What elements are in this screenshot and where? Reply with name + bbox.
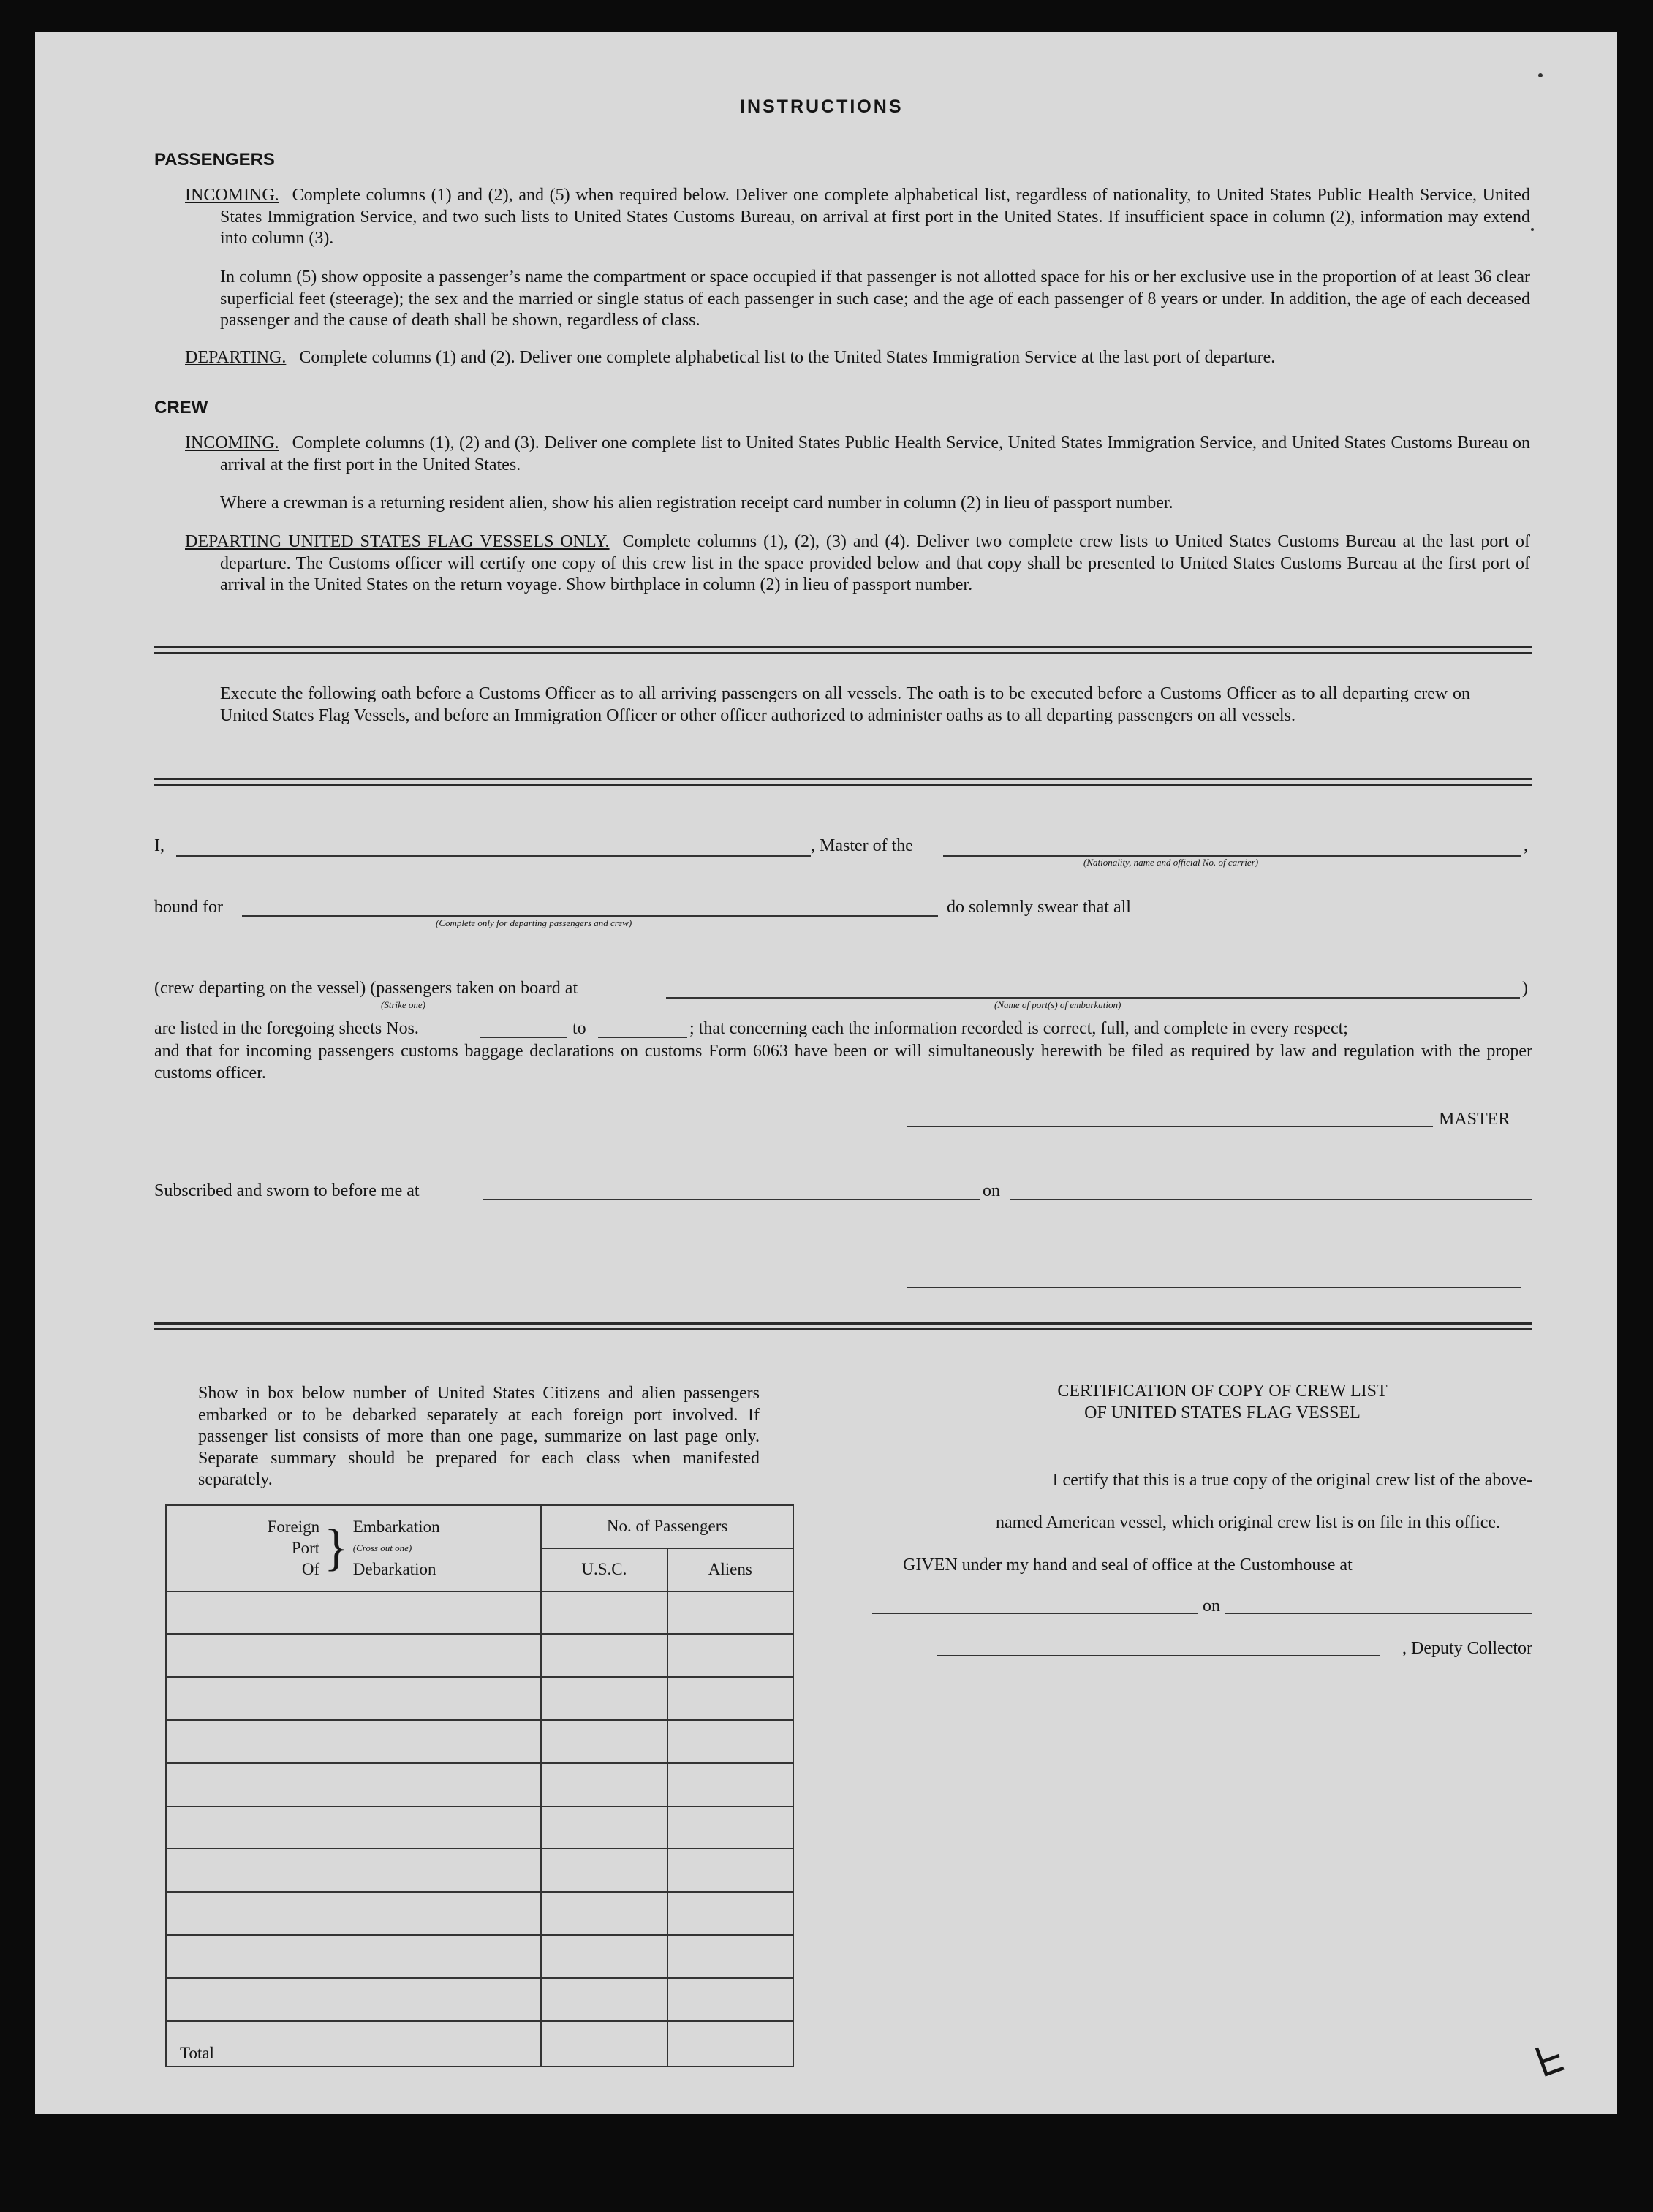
passengers-incoming-text: Complete columns (1) and (2), and (5) when required below. Deliver one complete alphabetical list, regardless of nationality, to United States Public Health Service, United States Immigration Service, and two such lists to United States Customs Bureau, on arrival at first port in the United States. If insufficient space in column (2), information may extend into column (3). (220, 186, 1530, 248)
subscribed-place-field[interactable] (483, 1199, 980, 1200)
table-row (166, 1849, 793, 1892)
master-name-field[interactable] (176, 855, 811, 857)
port-header-cell (166, 1505, 541, 1591)
certify-line2: named American vessel, which original crew list is on file in this office. (995, 1513, 1500, 1532)
passengers-incoming-label: INCOMING. (185, 186, 279, 205)
crew-incoming-text: Complete columns (1), (2) and (3). Deliver one complete list to United States Public Health Service, United States Immigration Service, and United States Customs Bureau on arrival at the first port in the United States. (220, 433, 1530, 474)
usc-header: U.S.C. (541, 1548, 667, 1591)
port-cell[interactable] (166, 1634, 541, 1677)
passengers-column5-paragraph: In column (5) show opposite a passenger’s name the compartment or space occupied if that passenger is not allotted space for his or her exclusive use in the proportion of at least 36 clear superficial feet (steerage); the sex and the married or single status of each passenger in such case; and the age of each passenger of 8 years or under. In addition, the age of each deceased passenger and the cause of death shall be shown, regardless of class. (220, 268, 1530, 330)
subscribed-label: Subscribed and sworn to before me at (154, 1181, 420, 1200)
deputy-collector-signature-field[interactable] (937, 1655, 1380, 1656)
crew-departing-text: Complete columns (1), (2), (3) and (4). Deliver two complete crew lists to United States Customs Bureau at the last port of departure. The Customs officer will certify one copy of this crew list in the space provided below and that copy shall be presented to United States Customs Bureau at the first port of arrival in the United States on the return voyage. Show birthplace in column (2) in lieu of passport number. (220, 532, 1530, 594)
usc-cell[interactable] (541, 1892, 667, 1935)
passenger-summary-table (165, 1504, 794, 2067)
customhouse-field[interactable] (872, 1613, 1198, 1614)
cross-out-caption: (Cross out one) (352, 1542, 412, 1554)
port-cell[interactable] (166, 1720, 541, 1763)
port-cell[interactable] (166, 1849, 541, 1892)
embarkation-port-field[interactable] (666, 997, 1520, 999)
usc-cell[interactable] (541, 1935, 667, 1978)
table-row (166, 1677, 793, 1720)
deputy-collector-label: , Deputy Collector (1402, 1639, 1532, 1658)
bound-for-caption: (Complete only for departing passengers and crew) (436, 917, 632, 928)
aliens-total-cell[interactable] (667, 2021, 793, 2067)
aliens-cell[interactable] (667, 1763, 793, 1806)
strike-one-caption: (Strike one) (381, 999, 426, 1010)
passengers-departing-label: DEPARTING. (185, 348, 287, 367)
crew-heading: CREW (154, 398, 208, 417)
certification-title-line2: OF UNITED STATES FLAG VESSEL (1084, 1404, 1361, 1423)
oath-instruction: Execute the following oath before a Customs Officer as to all arriving passengers on all vessels. The oath is to be executed before a Customs Officer as to all departing crew on United States Flag Vessels, and before an Immigration Officer or other officer authorized to administer oaths as to all departing passengers on all vessels. (220, 684, 1470, 725)
crew-resident-paragraph: Where a crewman is a returning resident alien, show his alien registration receipt card number in column (2) in lieu of passport number. (220, 493, 1173, 512)
port-cell[interactable] (166, 1806, 541, 1849)
master-of-the-text: , Master of the (811, 836, 913, 855)
table-row (166, 1763, 793, 1806)
oath-statement-continued: and that for incoming passengers customs baggage declarations on customs Form 6063 have been or will simultaneously herewith be filed as required by law and regulation with the proper customs officer. (154, 1042, 1532, 1083)
aliens-cell[interactable] (667, 1935, 793, 1978)
handwritten-mark: ᖶ (1530, 2034, 1570, 2087)
officer-signature-field[interactable] (907, 1287, 1521, 1288)
master-label: MASTER (1439, 1110, 1510, 1129)
crew-departing-paragraph (185, 531, 1530, 596)
usc-cell[interactable] (541, 1849, 667, 1892)
certify-line1: I certify that this is a true copy of the original crew list of the above- (1052, 1471, 1532, 1490)
no-of-passengers-header: No. of Passengers (541, 1505, 793, 1548)
passengers-heading: PASSENGERS (154, 150, 275, 170)
summary-instruction: Show in box below number of United States Citizens and alien passengers embarked or to be debarked separately at each foreign port involved. If passenger list consists of more than one page, summarize on last page only. Separate summary should be prepared for each class when manifested separately. (198, 1384, 760, 1489)
usc-cell[interactable] (541, 1806, 667, 1849)
usc-cell[interactable] (541, 1634, 667, 1677)
brace: } (324, 1519, 349, 1576)
embarkation-label: Embarkation (352, 1518, 440, 1537)
sheet-to-field[interactable] (598, 1037, 687, 1038)
given-text: GIVEN under my hand and seal of office at the Customhouse at (903, 1556, 1353, 1575)
crew-incoming-label: INCOMING. (185, 433, 279, 452)
table-row (166, 1634, 793, 1677)
form-page (35, 32, 1617, 2114)
aliens-cell[interactable] (667, 1978, 793, 2021)
sheets-label: are listed in the foregoing sheets Nos. (154, 1019, 419, 1038)
usc-cell[interactable] (541, 1677, 667, 1720)
sheet-from-field[interactable] (480, 1037, 567, 1038)
table-row (166, 1591, 793, 1635)
port-cell[interactable] (166, 1892, 541, 1935)
solemnly-swear-text: do solemnly swear that all (947, 898, 1131, 917)
usc-cell[interactable] (541, 1591, 667, 1635)
table-row (166, 1978, 793, 2021)
aliens-header: Aliens (667, 1548, 793, 1591)
foreign-label: Foreign (267, 1518, 320, 1537)
master-signature-field[interactable] (907, 1126, 1433, 1127)
clause-close-paren: ) (1522, 979, 1528, 998)
usc-cell[interactable] (541, 1978, 667, 2021)
port-cell[interactable] (166, 1935, 541, 1978)
aliens-cell[interactable] (667, 1720, 793, 1763)
sheets-statement: ; that concerning each the information recorded is correct, full, and complete in every respect; (689, 1019, 1348, 1038)
port-label: Port (291, 1539, 320, 1558)
scan-speck (1538, 73, 1543, 77)
divider-3 (154, 1322, 1532, 1330)
aliens-cell[interactable] (667, 1849, 793, 1892)
aliens-cell[interactable] (667, 1892, 793, 1935)
embarkation-caption: (Name of port(s) of embarkation) (994, 999, 1121, 1010)
sheets-to-label: to (572, 1019, 586, 1038)
aliens-cell[interactable] (667, 1591, 793, 1635)
page-title: INSTRUCTIONS (740, 96, 904, 117)
carrier-caption: (Nationality, name and official No. of carrier) (1083, 857, 1259, 868)
port-cell[interactable] (166, 1591, 541, 1635)
carrier-comma: , (1524, 836, 1528, 855)
usc-total-cell[interactable] (541, 2021, 667, 2067)
port-cell[interactable] (166, 1677, 541, 1720)
crew-departing-label: DEPARTING UNITED STATES FLAG VESSELS ONLY. (185, 532, 610, 551)
port-cell[interactable] (166, 1978, 541, 2021)
passengers-departing-text: Complete columns (1) and (2). Deliver one complete alphabetical list to the United States Immigration Service at the last port of departure. (299, 348, 1276, 367)
certification-on-label: on (1203, 1596, 1220, 1616)
certification-title-line1: CERTIFICATION OF COPY OF CREW LIST (1057, 1382, 1388, 1401)
table-row (166, 1806, 793, 1849)
crew-departing-clause: (crew departing on the vessel) (passengers taken on board at (154, 979, 578, 998)
oath-i-label: I, (154, 836, 164, 855)
bound-for-field[interactable] (242, 915, 938, 917)
passengers-departing-paragraph (185, 347, 1530, 369)
table-row (166, 1720, 793, 1763)
port-cell[interactable] (166, 1763, 541, 1806)
total-row (166, 2021, 793, 2067)
aliens-cell[interactable] (667, 1677, 793, 1720)
table-row (166, 1892, 793, 1935)
aliens-cell[interactable] (667, 1634, 793, 1677)
summary-table-header-row (166, 1505, 793, 1548)
table-row (166, 1935, 793, 1978)
certification-date-field[interactable] (1225, 1613, 1532, 1614)
crew-incoming-paragraph (185, 433, 1530, 476)
subscribed-date-field[interactable] (1010, 1199, 1532, 1200)
passengers-incoming-paragraph (185, 185, 1530, 250)
bound-for-label: bound for (154, 898, 223, 917)
debarkation-label: Debarkation (352, 1560, 436, 1579)
of-label: Of (301, 1560, 320, 1579)
usc-cell[interactable] (541, 1763, 667, 1806)
usc-cell[interactable] (541, 1720, 667, 1763)
aliens-cell[interactable] (667, 1806, 793, 1849)
total-label: Total (166, 2021, 541, 2067)
divider-1 (154, 646, 1532, 654)
subscribed-on-label: on (983, 1181, 1000, 1200)
divider-2 (154, 778, 1532, 786)
scan-speck (1531, 228, 1534, 231)
